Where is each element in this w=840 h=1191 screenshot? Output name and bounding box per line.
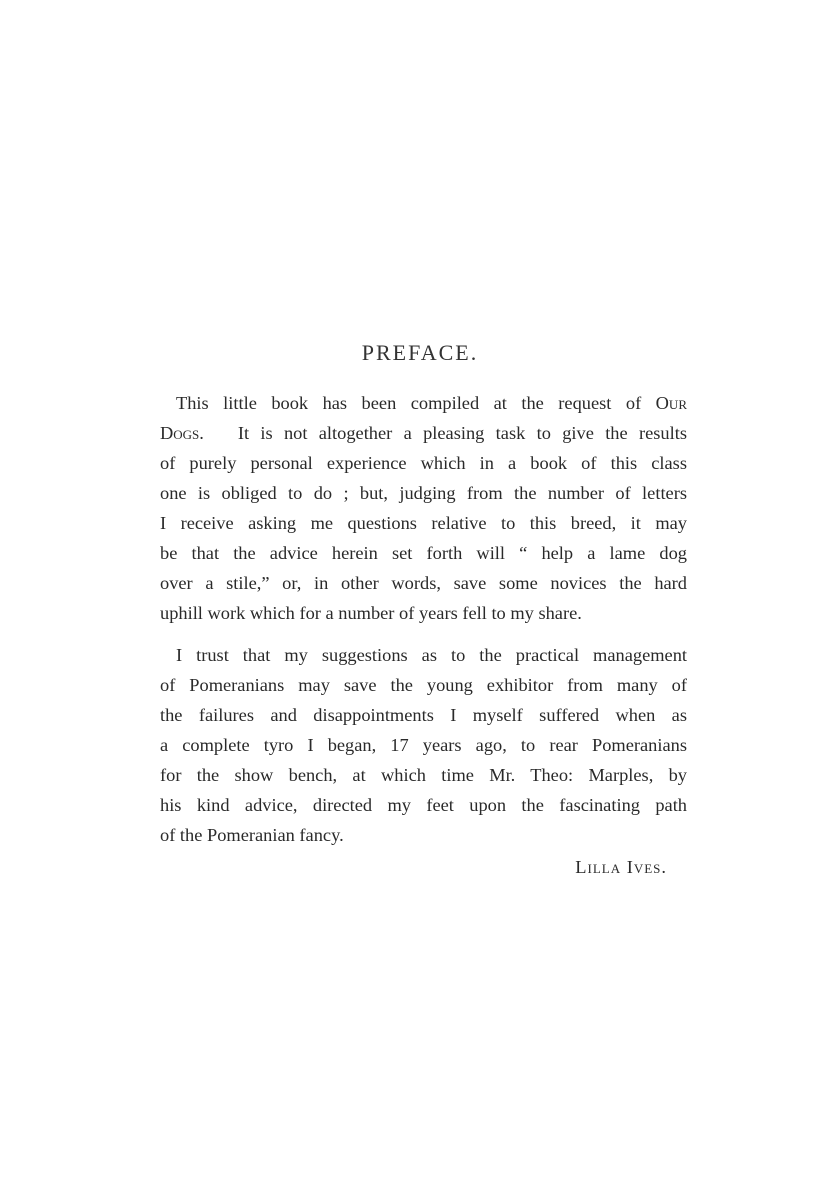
paragraph-2-line-4: a complete tyro I began, 17 years ago, to rear Pomeranians [160, 735, 687, 755]
paragraph-2-line-1: I trust that my suggestions as to the practical management [176, 645, 687, 665]
preface-body [160, 388, 687, 850]
paragraph-1-line-2-text: . It is not altogether a pleasing task to give the results [199, 423, 687, 443]
paragraph-2-line-5: for the show bench, at which time Mr. Theo: Marples, by [160, 765, 687, 785]
paragraph-1-line-7: over a stile,” or, in other words, save some novices the hard [160, 573, 687, 593]
paragraph-2-line-7: of the Pomeranian fancy. [160, 825, 344, 845]
paragraph-1-line-2 [160, 418, 687, 448]
paragraph-1-line-1 [160, 388, 687, 418]
paragraph-1-line-5: I receive asking me questions relative to this breed, it may [160, 513, 687, 533]
paragraph-2-line-2: of Pomeranians may save the young exhibitor from many of [160, 675, 687, 695]
preface-paragraph-2 [160, 640, 687, 850]
author-signature: Lilla Ives. [575, 857, 667, 877]
our-dogs-title-part-2: Dogs [160, 423, 200, 443]
paragraph-1-line-3: of purely personal experience which in a book of this class [160, 453, 687, 473]
paragraph-1-line-1-text: This little book has been compiled at the request of [176, 393, 656, 413]
paragraph-1-line-6: be that the advice herein set forth will “ help a lame dog [160, 543, 687, 563]
paragraph-1-line-8: uphill work which for a number of years fell to my share. [160, 603, 582, 623]
paragraph-2-line-6: his kind advice, directed my feet upon the fascinating path [160, 795, 687, 815]
paragraph-2-line-3: the failures and disappointments I myself suffered when as [160, 705, 687, 725]
preface-paragraph-1 [160, 388, 687, 628]
paragraph-1-line-4: one is obliged to do ; but, judging from the number of letters [160, 483, 687, 503]
our-dogs-title-part-1: Our [655, 393, 687, 413]
page-heading: PREFACE. [361, 340, 479, 365]
